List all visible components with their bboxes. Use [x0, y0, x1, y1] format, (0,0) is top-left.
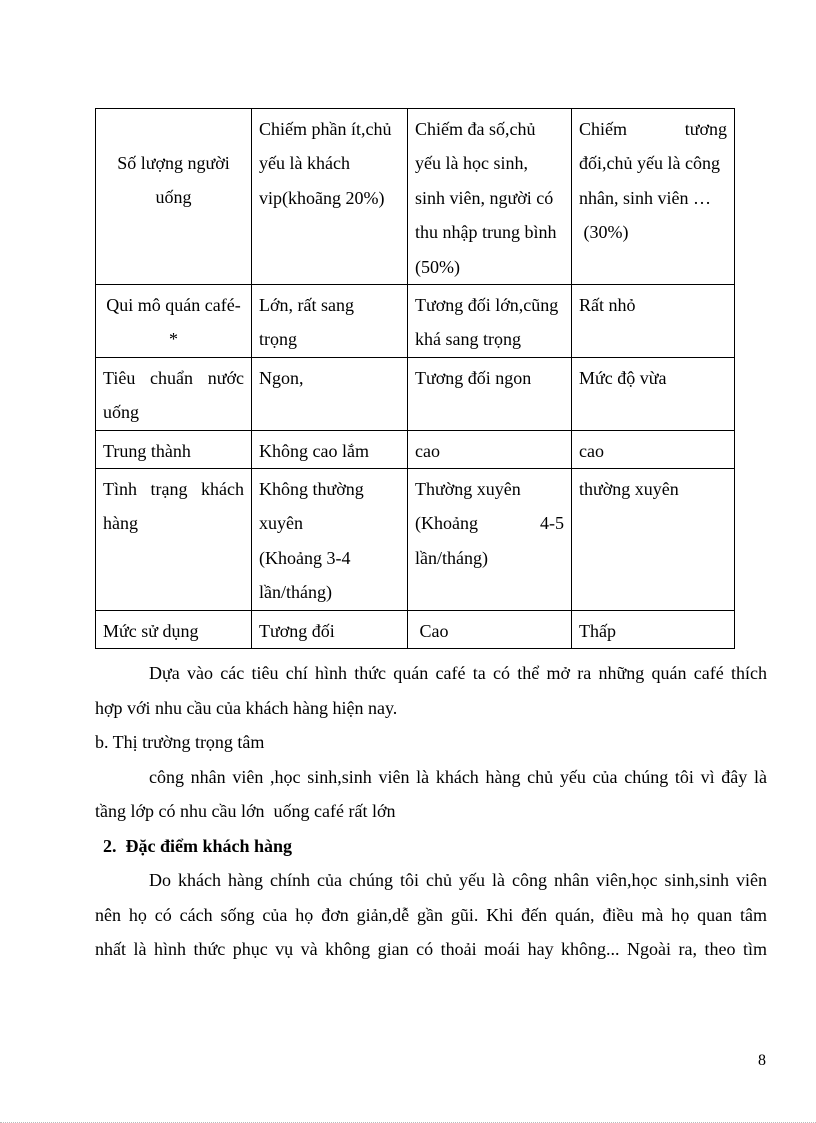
row-label-cell: [96, 469, 252, 611]
cell-line: yếu là học sinh,: [415, 153, 528, 174]
row-label-cell: [96, 610, 252, 648]
cell-line: (Khoảng 3-4: [259, 547, 351, 568]
cell-line: khá sang trọng: [415, 329, 521, 350]
table-row: [96, 285, 735, 358]
cell-line: Chiếm tương: [579, 119, 727, 139]
cell-line: Lớn, rất sang: [259, 295, 354, 316]
cell-line: thường xuyên: [579, 479, 679, 500]
cell-line: trọng: [259, 329, 297, 350]
paragraph-line: Do khách hàng chính của chúng tôi chủ yếu là công nhân viên,học sinh,sinh viên: [149, 870, 767, 890]
row-label-cell: [96, 357, 252, 430]
cell-line: (Khoảng 4-5: [415, 513, 564, 534]
table-row: [96, 109, 735, 285]
cell-line: Rất nhỏ: [579, 295, 636, 316]
cell-line: Tương đối ngon: [415, 367, 532, 388]
paragraph-line: công nhân viên ,học sinh,sinh viên là khách hàng chủ yếu của chúng tôi vì đây là: [149, 766, 767, 787]
cell-line: Ngon,: [259, 367, 304, 388]
table-cell: [408, 285, 572, 358]
cell-line: Chiếm đa số,chủ: [415, 119, 536, 139]
row-label-cell: [96, 109, 252, 285]
table-cell: [252, 469, 408, 611]
cell-line: thu nhập trung bình: [415, 222, 557, 243]
table-cell: [572, 469, 735, 611]
page-number: 8: [758, 1052, 766, 1069]
cell-line: đối,chủ yếu là công: [579, 153, 720, 174]
cell-line: nhân, sinh viên …: [579, 187, 711, 208]
cell-line: uống: [103, 402, 139, 423]
cell-line: xuyên: [259, 513, 303, 534]
cell-line: Qui mô quán café-: [106, 295, 241, 316]
paragraph-criteria: [95, 656, 767, 967]
cell-line: Chiếm phần ít,chủ: [259, 119, 392, 139]
section-heading-customer-traits: 2. Đặc điểm khách hàng: [103, 835, 293, 856]
customer-segment-table: [95, 108, 735, 649]
cell-line: Thấp: [579, 620, 616, 641]
cell-line: yếu là khách: [259, 153, 350, 174]
paragraph-line: nhất là hình thức phục vụ và không gian có thoải moái hay không... Ngoài ra, theo tìm: [95, 939, 767, 959]
cell-line: lần/tháng): [415, 547, 488, 568]
row-label-cell: [96, 285, 252, 358]
cell-line: uống: [155, 187, 192, 208]
row-label-cell: [96, 430, 252, 468]
cell-line: (50%): [415, 256, 460, 277]
paragraph-line: Dựa vào các tiêu chí hình thức quán café ta có thể mở ra những quán café thích: [149, 663, 767, 683]
cell-line: cao: [579, 440, 604, 461]
table-cell: [408, 430, 572, 468]
table-cell: [252, 285, 408, 358]
cell-line: cao: [415, 440, 440, 461]
cell-line: hàng: [103, 513, 138, 534]
cell-line: Cao: [415, 620, 449, 641]
table-cell: [572, 357, 735, 430]
paragraph-line: tầng lớp có nhu cầu lớn uống café rất lớn: [95, 801, 396, 821]
cell-line: *: [169, 329, 178, 350]
table-cell: [572, 430, 735, 468]
table-row: [96, 469, 735, 611]
cell-line: Không cao lắm: [259, 440, 369, 461]
cell-line: Số lượng người: [117, 153, 230, 173]
cell-line: vip(khoãng 20%): [259, 187, 385, 208]
table-cell: [408, 109, 572, 285]
table-cell: [408, 357, 572, 430]
table-cell: [252, 357, 408, 430]
table-cell: [408, 610, 572, 648]
table-cell: [252, 430, 408, 468]
paragraph-line: hợp với nhu cầu của khách hàng hiện nay.: [95, 697, 398, 718]
table-cell: [572, 610, 735, 648]
table-row: [96, 610, 735, 648]
cell-line: Thường xuyên: [415, 479, 521, 500]
subheading-target-market: b. Thị trường trọng tâm: [95, 732, 265, 752]
table-row: [96, 430, 735, 468]
cell-line: Mức độ vừa: [579, 367, 667, 388]
cell-line: Không thường: [259, 479, 364, 500]
cell-line: Tình trạng khách: [103, 479, 244, 500]
cell-line: Tiêu chuẩn nước: [103, 367, 244, 388]
table-cell: [252, 109, 408, 285]
paragraph-line: nên họ có cách sống của họ đơn giản,dễ gần gũi. Khi đến quán, điều mà họ quan tâm: [95, 904, 767, 925]
table-cell: [408, 469, 572, 611]
cell-line: Mức sử dụng: [103, 620, 199, 641]
cell-line: lần/tháng): [259, 582, 332, 603]
cell-line: sinh viên, người có: [415, 187, 554, 208]
table-row: [96, 357, 735, 430]
cell-line: (30%): [579, 222, 629, 243]
cell-line: Tương đối: [259, 620, 335, 641]
table-cell: [572, 285, 735, 358]
cell-line: Tương đối lớn,cũng: [415, 295, 559, 316]
cell-line: Trung thành: [103, 440, 191, 461]
table-cell: [252, 610, 408, 648]
table-cell: [572, 109, 735, 285]
